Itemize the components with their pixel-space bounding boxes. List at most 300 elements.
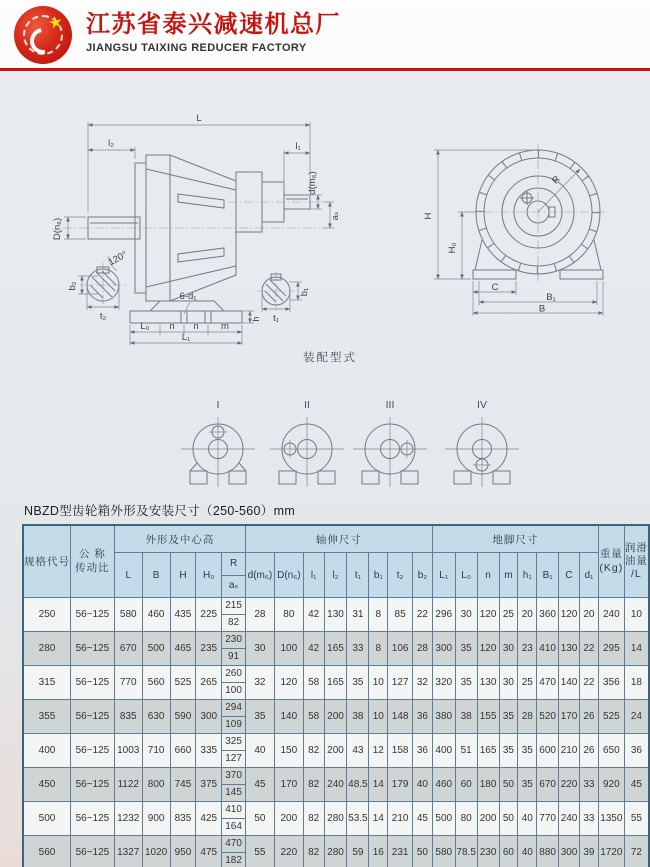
col-header-t2: t₂ <box>388 553 413 598</box>
table-cell: 130 <box>477 666 499 700</box>
table-cell: 335 <box>196 734 222 768</box>
table-cell: 38 <box>455 700 477 734</box>
table-cell: 220 <box>559 768 580 802</box>
oil-cell: 10 <box>624 598 649 632</box>
table-cell: 220 <box>274 836 303 867</box>
weight-cell: 356 <box>598 666 624 700</box>
ratio-cell: 56~125 <box>71 666 115 700</box>
group-header-shaft: 轴伸尺寸 <box>245 525 432 553</box>
spec-code-cell: 450 <box>23 768 71 802</box>
table-cell: 150 <box>274 734 303 768</box>
table-cell: 60 <box>455 768 477 802</box>
table-cell: 500 <box>432 802 455 836</box>
table-cell: 200 <box>477 802 499 836</box>
table-cell: 10 <box>369 666 388 700</box>
col-header-l2: l₂ <box>324 553 347 598</box>
table-cell: 835 <box>170 802 196 836</box>
col-header-C: C <box>559 553 580 598</box>
r-value: 215 <box>222 598 245 615</box>
assembly-caption: 装配型式 <box>303 352 357 364</box>
r-value: 325 <box>222 734 245 751</box>
dim-label-n2: n <box>193 321 199 332</box>
table-cell: 950 <box>170 836 196 867</box>
table-cell: 30 <box>499 632 518 666</box>
table-cell: 35 <box>347 666 369 700</box>
col-header-h1: h₁ <box>518 553 537 598</box>
table-cell: 240 <box>559 802 580 836</box>
company-header <box>86 11 341 54</box>
table-cell: 60 <box>499 836 518 867</box>
ratio-cell: 56~125 <box>71 802 115 836</box>
table-cell: 380 <box>432 700 455 734</box>
weight-cell: 920 <box>598 768 624 802</box>
table-cell: 835 <box>114 700 142 734</box>
table-cell: 179 <box>388 768 413 802</box>
table-cell: 14 <box>369 802 388 836</box>
dim-label-dm6: d(m₆) <box>307 171 318 195</box>
table-cell: 39 <box>580 836 599 867</box>
table-cell: 280 <box>324 802 347 836</box>
weight-cell: 1350 <box>598 802 624 836</box>
table-cell: 28 <box>518 700 537 734</box>
table-cell: 14 <box>369 768 388 802</box>
table-cell: 10 <box>369 700 388 734</box>
spec-code-cell: 560 <box>23 836 71 867</box>
table-cell: 130 <box>324 598 347 632</box>
table-row <box>23 666 649 700</box>
table-cell: 230 <box>477 836 499 867</box>
dim-label-L: L <box>196 113 202 124</box>
spec-code-cell: 500 <box>23 802 71 836</box>
table-cell: 26 <box>580 700 599 734</box>
table-cell: 170 <box>274 768 303 802</box>
table-cell: 465 <box>170 632 196 666</box>
a-value: 145 <box>225 787 242 798</box>
table-cell: 33 <box>580 802 599 836</box>
table-cell: 170 <box>559 700 580 734</box>
dim-label-as: aₛ <box>330 211 341 221</box>
table-cell: 53.5 <box>347 802 369 836</box>
dim-label-h: h <box>251 316 262 322</box>
table-cell: 100 <box>274 632 303 666</box>
table-cell: 375 <box>196 768 222 802</box>
dim-label-B1: B₁ <box>546 292 556 303</box>
dim-label-n1: n <box>169 321 175 332</box>
table-cell: 200 <box>324 734 347 768</box>
table-cell: 120 <box>559 598 580 632</box>
table-cell: 35 <box>499 734 518 768</box>
table-cell: 32 <box>413 666 433 700</box>
dim-label-H: H <box>423 212 434 220</box>
assembly-type-1-drawing <box>175 413 261 491</box>
table-cell: 525 <box>170 666 196 700</box>
table-cell: 600 <box>537 734 559 768</box>
table-cell: 40 <box>413 768 433 802</box>
table-cell: 36 <box>413 700 433 734</box>
table-cell: 106 <box>388 632 413 666</box>
a-value: 100 <box>225 685 242 696</box>
dim-label-b1: b₁ <box>299 287 310 297</box>
table-cell: 59 <box>347 836 369 867</box>
table-cell: 82 <box>303 836 324 867</box>
table-cell: 231 <box>388 836 413 867</box>
r-value: 260 <box>222 666 245 683</box>
table-cell: 670 <box>114 632 142 666</box>
assembly-type-2-drawing <box>264 413 350 491</box>
table-cell: 45 <box>413 802 433 836</box>
table-cell: 120 <box>477 632 499 666</box>
col-header-L0: L₀ <box>455 553 477 598</box>
assembly-diagram-3 <box>347 399 433 496</box>
table-cell: 590 <box>170 700 196 734</box>
oil-cell: 55 <box>624 802 649 836</box>
table-cell: 500 <box>142 632 170 666</box>
table-cell: 35 <box>518 768 537 802</box>
dim-label-6d1: 6-d₁ <box>179 291 197 302</box>
table-cell: 265 <box>196 666 222 700</box>
oil-cell: 72 <box>624 836 649 867</box>
table-cell: 80 <box>455 802 477 836</box>
table-cell: 33 <box>347 632 369 666</box>
table-cell: 127 <box>388 666 413 700</box>
table-cell: 26 <box>580 734 599 768</box>
table-cell: 78.5 <box>455 836 477 867</box>
col-header-n: n <box>477 553 499 598</box>
table-row <box>23 700 649 734</box>
spec-code-cell: 400 <box>23 734 71 768</box>
table-cell: 32 <box>245 666 274 700</box>
table-cell: 36 <box>413 734 433 768</box>
group-header-outline: 外形及中心高 <box>114 525 245 553</box>
table-cell: 580 <box>432 836 455 867</box>
weight-cell: 650 <box>598 734 624 768</box>
table-cell: 8 <box>369 598 388 632</box>
table-cell: 580 <box>114 598 142 632</box>
col-header-spec: 规格代号 <box>23 525 71 598</box>
company-name-cn: 江苏省泰兴减速机总厂 <box>86 11 341 38</box>
company-name-en: JIANGSU TAIXING REDUCER FACTORY <box>86 41 307 54</box>
table-cell: 425 <box>196 802 222 836</box>
table-cell: 140 <box>559 666 580 700</box>
r-a-cell <box>222 768 246 802</box>
table-row <box>23 836 649 867</box>
table-cell: 296 <box>432 598 455 632</box>
table-cell: 630 <box>142 700 170 734</box>
spec-code-cell: 315 <box>23 666 71 700</box>
table-cell: 58 <box>303 700 324 734</box>
table-cell: 660 <box>170 734 196 768</box>
table-cell: 31 <box>347 598 369 632</box>
table-cell: 51 <box>455 734 477 768</box>
col-header-B: B <box>142 553 170 598</box>
table-cell: 42 <box>303 632 324 666</box>
col-header-dm6: d(m₆) <box>245 553 274 598</box>
table-header <box>23 525 649 598</box>
weight-cell: 1720 <box>598 836 624 867</box>
ratio-cell: 56~125 <box>71 768 115 802</box>
assembly-type-4-drawing <box>439 413 525 491</box>
header-divider <box>0 68 650 71</box>
table-cell: 670 <box>537 768 559 802</box>
col-header-oil: 润滑 油量 /L <box>624 525 649 598</box>
dim-label-B: B <box>538 303 546 315</box>
table-cell: 35 <box>245 700 274 734</box>
dim-label-Dn6: D(n₆) <box>52 217 63 241</box>
table-cell: 360 <box>537 598 559 632</box>
col-header-d1: d₁ <box>580 553 599 598</box>
table-cell: 38 <box>347 700 369 734</box>
factory-logo <box>14 6 72 64</box>
table-cell: 50 <box>499 768 518 802</box>
table-cell: 210 <box>559 734 580 768</box>
table-cell: 20 <box>580 598 599 632</box>
table-cell: 85 <box>388 598 413 632</box>
assembly-type-label: III <box>385 399 395 411</box>
table-cell: 43 <box>347 734 369 768</box>
col-header-m: m <box>499 553 518 598</box>
dim-label-m: m <box>221 321 229 332</box>
ratio-cell: 56~125 <box>71 700 115 734</box>
table-cell: 210 <box>388 802 413 836</box>
table-cell: 35 <box>455 632 477 666</box>
r-value: 410 <box>222 802 245 819</box>
table-cell: 710 <box>142 734 170 768</box>
table-row <box>23 734 649 768</box>
table-cell: 300 <box>432 632 455 666</box>
table-cell: 16 <box>369 836 388 867</box>
table-cell: 235 <box>196 632 222 666</box>
table-cell: 35 <box>499 700 518 734</box>
table-cell: 50 <box>245 802 274 836</box>
table-cell: 1122 <box>114 768 142 802</box>
col-header-Dn6: D(n₆) <box>274 553 303 598</box>
spec-code-cell: 355 <box>23 700 71 734</box>
weight-cell: 295 <box>598 632 624 666</box>
table-title: NBZD型齿轮箱外形及安装尺寸（250-560）mm <box>24 504 296 518</box>
assembly-type-label: I <box>216 399 220 411</box>
spec-code-cell: 250 <box>23 598 71 632</box>
dim-label-l1: l₁ <box>295 141 301 152</box>
table-cell: 1020 <box>142 836 170 867</box>
table-cell: 180 <box>477 768 499 802</box>
table-cell: 460 <box>142 598 170 632</box>
table-cell: 35 <box>455 666 477 700</box>
table-cell: 30 <box>499 666 518 700</box>
table-cell: 300 <box>559 836 580 867</box>
table-cell: 770 <box>114 666 142 700</box>
table-row <box>23 632 649 666</box>
oil-cell: 14 <box>624 632 649 666</box>
a-value: 91 <box>228 651 240 662</box>
table-cell: 30 <box>245 632 274 666</box>
a-value: 127 <box>225 753 242 764</box>
col-header-H0: H₀ <box>196 553 222 598</box>
r-a-cell <box>222 700 246 734</box>
table-cell: 22 <box>413 598 433 632</box>
table-row <box>23 768 649 802</box>
r-a-cell <box>222 836 246 867</box>
table-cell: 25 <box>499 598 518 632</box>
table-cell: 28 <box>245 598 274 632</box>
table-cell: 45 <box>245 768 274 802</box>
col-header-L: L <box>114 553 142 598</box>
col-header-H: H <box>170 553 196 598</box>
table-row <box>23 802 649 836</box>
table-cell: 58 <box>303 666 324 700</box>
table-cell: 42 <box>303 598 324 632</box>
table-cell: 1232 <box>114 802 142 836</box>
ratio-cell: 56~125 <box>71 598 115 632</box>
dim-label-C: C <box>491 282 499 293</box>
dim-label-120deg: 120° <box>106 249 130 269</box>
table-cell: 82 <box>303 734 324 768</box>
dim-label-L1: L₁ <box>181 332 191 343</box>
table-cell: 22 <box>580 666 599 700</box>
table-cell: 165 <box>477 734 499 768</box>
table-cell: 1003 <box>114 734 142 768</box>
r-a-cell <box>222 734 246 768</box>
table-cell: 22 <box>580 632 599 666</box>
dim-label-l2: l₂ <box>108 138 114 149</box>
table-cell: 130 <box>559 632 580 666</box>
table-cell: 12 <box>369 734 388 768</box>
col-header-b1: b₁ <box>369 553 388 598</box>
oil-cell: 36 <box>624 734 649 768</box>
table-cell: 23 <box>518 632 537 666</box>
table-cell: 40 <box>518 836 537 867</box>
table-cell: 200 <box>274 802 303 836</box>
table-cell: 240 <box>324 768 347 802</box>
col-header-t1: t₁ <box>347 553 369 598</box>
table-cell: 745 <box>170 768 196 802</box>
table-cell: 770 <box>537 802 559 836</box>
table-body <box>23 598 649 867</box>
r-a-cell <box>222 666 246 700</box>
table-cell: 33 <box>580 768 599 802</box>
table-cell: 300 <box>196 700 222 734</box>
table-cell: 120 <box>477 598 499 632</box>
table-row <box>23 598 649 632</box>
table-cell: 320 <box>432 666 455 700</box>
col-header-l1: l₁ <box>303 553 324 598</box>
table-cell: 225 <box>196 598 222 632</box>
table-cell: 35 <box>518 734 537 768</box>
table-cell: 40 <box>518 802 537 836</box>
table-cell: 280 <box>324 836 347 867</box>
side-view-drawing <box>18 95 348 347</box>
table-cell: 880 <box>537 836 559 867</box>
col-header-b2: b₂ <box>413 553 433 598</box>
table-cell: 55 <box>245 836 274 867</box>
table-cell: 400 <box>432 734 455 768</box>
table-cell: 520 <box>537 700 559 734</box>
assembly-diagram-2 <box>264 399 350 496</box>
r-a-cell <box>222 802 246 836</box>
r-value: 230 <box>222 632 245 649</box>
spec-code-cell: 280 <box>23 632 71 666</box>
dim-label-R: R <box>549 173 563 187</box>
oil-cell: 18 <box>624 666 649 700</box>
a-value: 182 <box>225 855 242 866</box>
col-header-L1: L₁ <box>432 553 455 598</box>
table-cell: 80 <box>274 598 303 632</box>
ratio-cell: 56~125 <box>71 632 115 666</box>
table-cell: 40 <box>245 734 274 768</box>
table-cell: 82 <box>303 802 324 836</box>
dim-label-t2: t₂ <box>99 311 107 322</box>
a-value: 82 <box>228 617 240 628</box>
assembly-type-label: II <box>304 399 310 411</box>
dim-label-b2: b₂ <box>67 281 78 291</box>
weight-cell: 525 <box>598 700 624 734</box>
table-cell: 20 <box>518 598 537 632</box>
table-cell: 48.5 <box>347 768 369 802</box>
r-value: 294 <box>222 700 245 717</box>
table-cell: 470 <box>537 666 559 700</box>
r-value: 470 <box>222 836 245 853</box>
group-header-foot: 地脚尺寸 <box>432 525 598 553</box>
table-cell: 460 <box>432 768 455 802</box>
table-cell: 50 <box>499 802 518 836</box>
table-cell: 800 <box>142 768 170 802</box>
assembly-diagram-4 <box>439 399 525 496</box>
table-cell: 165 <box>324 666 347 700</box>
table-cell: 82 <box>303 768 324 802</box>
r-a-cell <box>222 598 246 632</box>
a-value: 164 <box>225 821 242 832</box>
dim-label-H0: H₀ <box>447 242 458 254</box>
table-cell: 900 <box>142 802 170 836</box>
r-a-cell <box>222 632 246 666</box>
col-header-R-a: R aₛ <box>222 553 246 598</box>
front-view-drawing <box>408 112 646 324</box>
assembly-type-label: IV <box>477 399 487 411</box>
dim-label-t1: t₁ <box>273 313 279 324</box>
dim-label-L0: L₀ <box>140 321 150 332</box>
table-cell: 475 <box>196 836 222 867</box>
table-cell: 50 <box>413 836 433 867</box>
col-header-B1: B₁ <box>537 553 559 598</box>
table-cell: 25 <box>518 666 537 700</box>
oil-cell: 45 <box>624 768 649 802</box>
assembly-diagram-1 <box>175 399 261 496</box>
oil-cell: 24 <box>624 700 649 734</box>
col-header-ratio: 公 称 传动比 <box>71 525 115 598</box>
table-cell: 158 <box>388 734 413 768</box>
table-cell: 8 <box>369 632 388 666</box>
table-cell: 120 <box>274 666 303 700</box>
ratio-cell: 56~125 <box>71 836 115 867</box>
table-cell: 435 <box>170 598 196 632</box>
assembly-type-3-drawing <box>347 413 433 491</box>
weight-cell: 240 <box>598 598 624 632</box>
dimension-table <box>22 524 650 867</box>
logo-star-icon: ★ <box>45 11 65 34</box>
table-cell: 560 <box>142 666 170 700</box>
r-value: 370 <box>222 768 245 785</box>
a-value: 109 <box>225 719 242 730</box>
ratio-cell: 56~125 <box>71 734 115 768</box>
table-cell: 30 <box>455 598 477 632</box>
table-cell: 165 <box>324 632 347 666</box>
table-cell: 155 <box>477 700 499 734</box>
table-cell: 410 <box>537 632 559 666</box>
table-cell: 1327 <box>114 836 142 867</box>
table-cell: 148 <box>388 700 413 734</box>
table-cell: 140 <box>274 700 303 734</box>
table-cell: 28 <box>413 632 433 666</box>
col-header-weight: 重量 (Kg) <box>598 525 624 598</box>
